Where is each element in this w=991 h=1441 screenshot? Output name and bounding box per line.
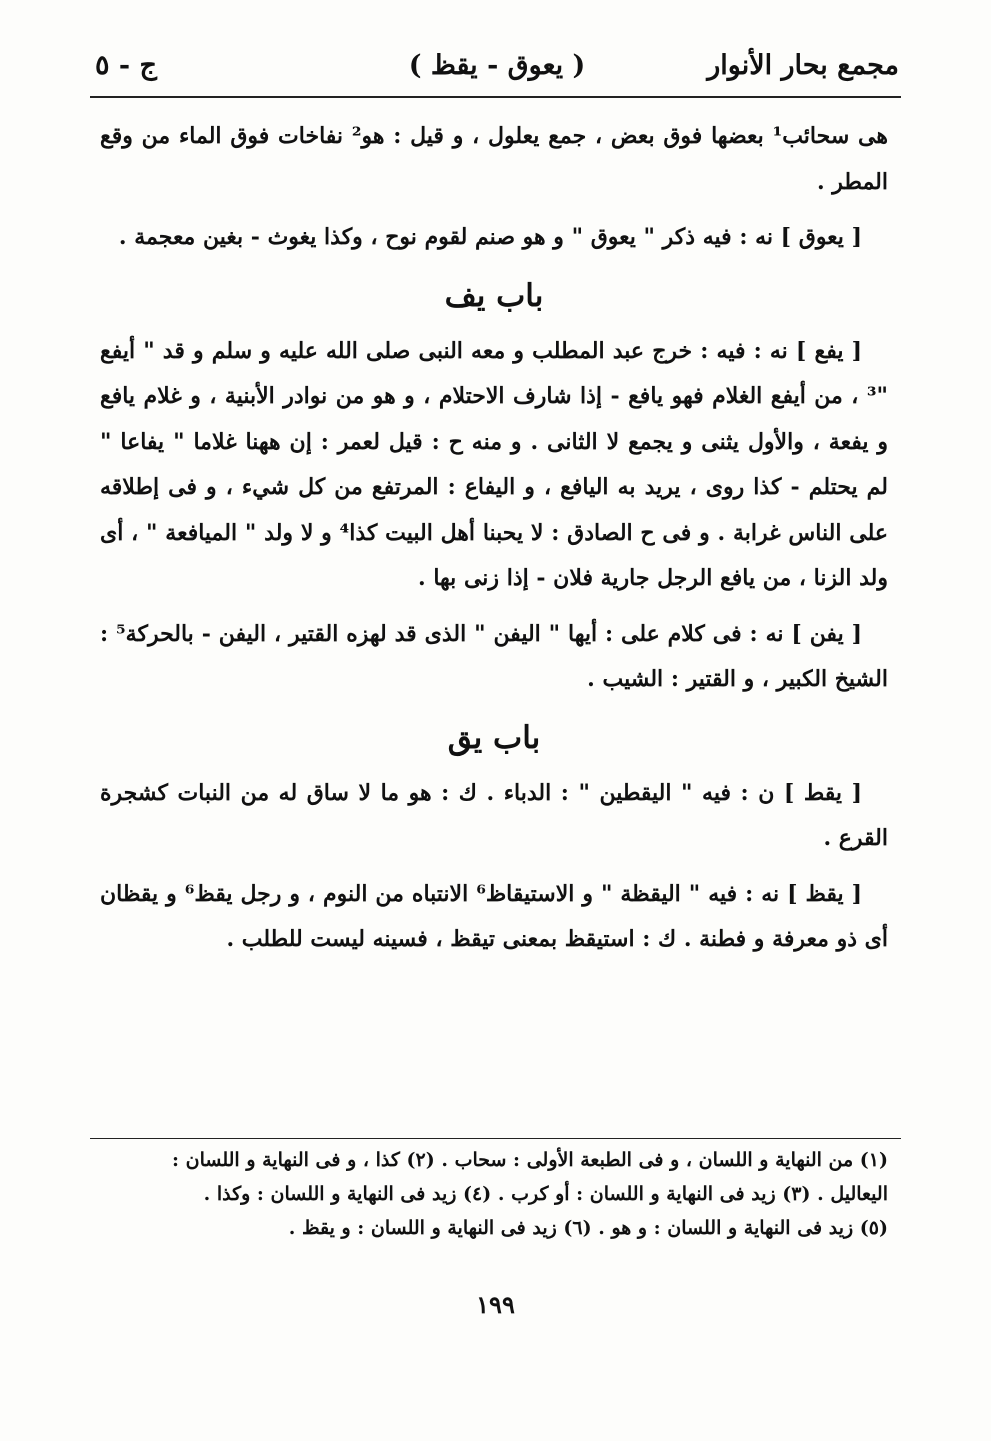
entry-yaqt: [ يقط ] ن : فيه " اليقطين " : الدباء . ك : هو ما لا ساق له من النبات كشجرة القرع . [100, 779, 888, 851]
footnote-line: (٥) زيد فى النهاية و اللسان : و هو . (٦) زيد فى النهاية و اللسان : و يقظ . [288, 1217, 888, 1239]
volume-number: ج - ٥ [95, 50, 157, 81]
footnote-line: (١) من النهاية و اللسان ، و فى الطبعة الأولى : سحاب . (٢) كذا ، و فى النهاية و اللسان : [172, 1149, 888, 1171]
entry-range: ( يعوق - يقظ ) [408, 50, 586, 81]
main-text [100, 114, 888, 973]
entry-yaqz: [ يقظ ] نه : فيه " اليقظة " و الاستيقاظ⁶ الانتباه من النوم ، و رجل يقظ⁶ و يقظان أى ذو معرفة و فطنة . ك : استيقظ بمعنى تيقظ ، فسينه ليست للطلب . [100, 880, 888, 952]
footnotes [100, 1143, 888, 1245]
paragraph-continuation: هى سحائب¹ بعضها فوق بعض ، جمع يعلول ، و قيل : هو² نفاخات فوق الماء من وقع المطر . [100, 123, 888, 195]
footnote-rule [90, 1138, 901, 1139]
footnote-line: اليعاليل . (٣) زيد فى النهاية و اللسان : أو كرب . (٤) زيد فى النهاية و اللسان : وكذا . [203, 1183, 888, 1205]
entry-yafa: [ يفع ] نه : فيه : خرج عبد المطلب و معه النبى صلى الله عليه و سلم و قد " أيفع "³ ، من أيفع الغلام فهو يافع - إذا شارف الاحتلام ، و هو من نوادر الأبنية ، و غلام يافع و يفعة ، والأول يثنى و يجمع لا الثانى . و منه ح : قيل لعمر : إن ههنا غلاما " يفاعا " لم يحتلم - كذا روى ، يريد به اليافع ، و اليفاع : المرتفع من كل شيء ، و فى إطلاقه على الناس غرابة . و فى ح الصادق : لا يحبنا أهل البيت كذا⁴ و لا ولد " الميافعة " ، أى ولد الزنا ، من يافع الرجل جارية فلان - إذا زنى بها . [100, 337, 888, 591]
section-title-yaf: باب يف [444, 277, 544, 314]
header-rule [90, 96, 901, 98]
page-number: ١٩٩ [476, 1290, 515, 1319]
entry-yafan: [ يفن ] نه : فى كلام على : أيها " اليفن " الذى قد لهزه القتير ، اليفن - بالحركة⁵ : الشيخ الكبير ، و القتير : الشيب . [100, 620, 888, 692]
running-header [95, 44, 899, 88]
entry-yaooq: [ يعوق ] نه : فيه ذكر " يعوق " و هو صنم لقوم نوح ، وكذا يغوث - بغين معجمة . [118, 224, 862, 250]
section-title-yaq: باب يق [447, 719, 541, 756]
book-title: مجمع بحار الأنوار [707, 50, 899, 81]
